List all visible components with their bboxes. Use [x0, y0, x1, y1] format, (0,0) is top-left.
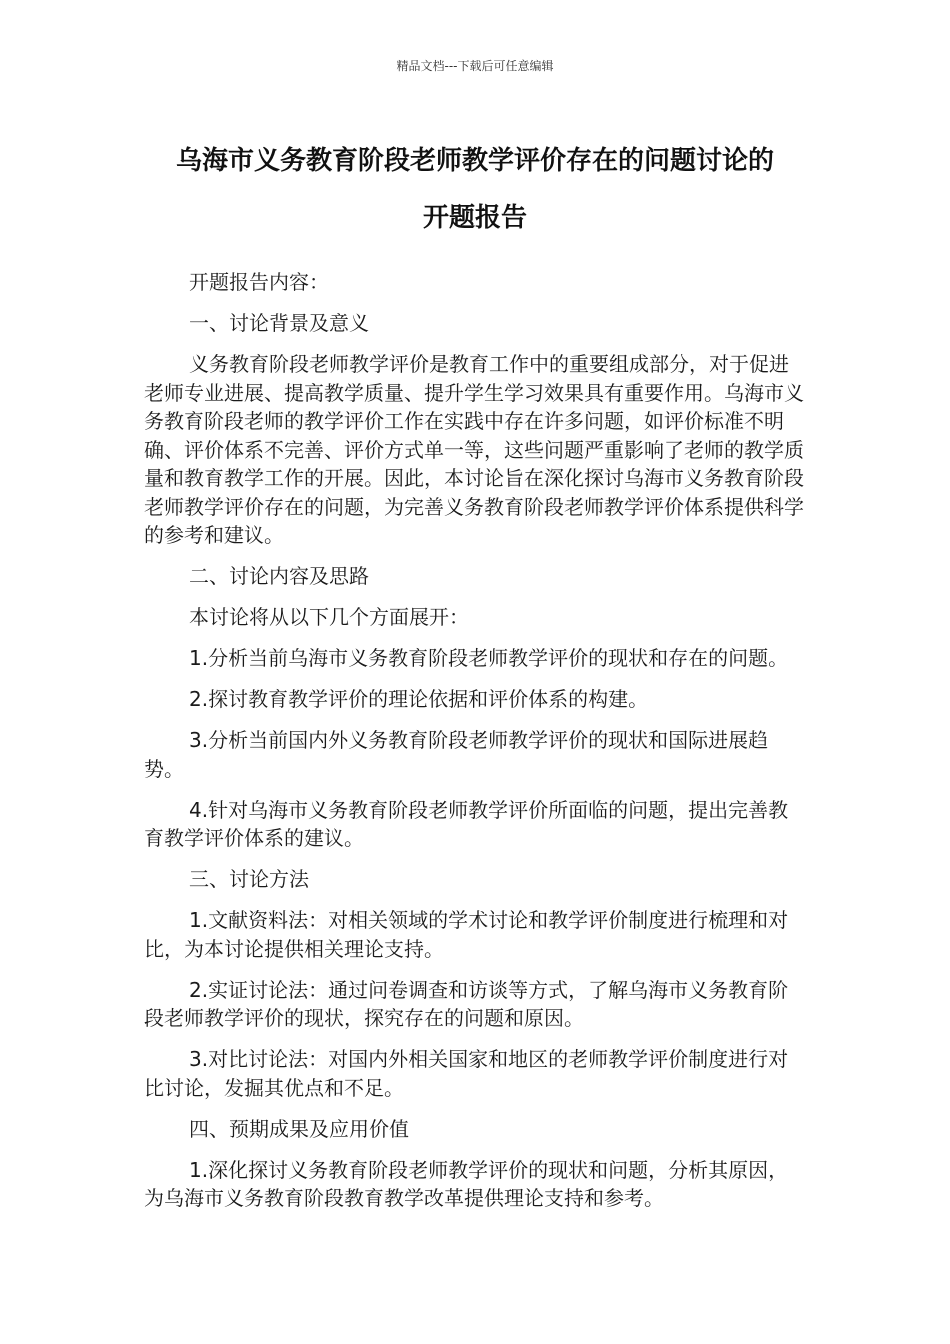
- outcome-item-1: 1.深化探讨义务教育阶段老师教学评价的现状和问题，分析其原因，为乌海市义务教育阶段教育教学改革提供理论支持和参考。: [144, 1157, 789, 1210]
- section-heading-methods: 三、讨论方法: [189, 867, 309, 891]
- content-item-1: 1.分析当前乌海市义务教育阶段老师教学评价的现状和存在的问题。: [189, 646, 789, 670]
- title-line-1: 乌海市义务教育阶段老师教学评价存在的问题讨论的: [175, 146, 774, 176]
- title-line-2: 开题报告: [422, 203, 527, 233]
- section-heading-outcomes: 四、预期成果及应用价值: [189, 1116, 409, 1141]
- content-item-4: 4.针对乌海市义务教育阶段老师教学评价所面临的问题，提出完善教育教学评价体系的建议。: [144, 797, 789, 850]
- section-heading-background: 一、讨论背景及意义: [189, 311, 369, 335]
- section-heading-content: 二、讨论内容及思路: [189, 564, 369, 588]
- method-item-2: 2.实证讨论法：通过问卷调查和访谈等方式，了解乌海市义务教育阶段老师教学评价的现状，探究存在的问题和原因。: [144, 977, 789, 1030]
- content-lead: 本讨论将从以下几个方面展开：: [189, 605, 469, 629]
- background-paragraph: 义务教育阶段老师教学评价是教育工作中的重要组成部分，对于促进老师专业进展、提高教学质量、提升学生学习效果具有重要作用。乌海市义务教育阶段老师的教学评价工作在实践中存在许多问题，如评价标准不明确、评价体系不完善、评价方式单一等，这些问题严重影响了老师的教学质量和教育教学工作的开展。因此，本讨论旨在深化探讨乌海市义务教育阶段老师教学评价存在的问题，为完善义务教育阶段老师教学评价体系提供科学的参考和建议。: [144, 352, 804, 547]
- method-item-1: 1.文献资料法：对相关领域的学术讨论和教学评价制度进行梳理和对比，为本讨论提供相关理论支持。: [144, 908, 789, 961]
- intro-line: 开题报告内容：: [189, 270, 329, 294]
- content-item-3: 3.分析当前国内外义务教育阶段老师教学评价的现状和国际进展趋势。: [144, 728, 769, 781]
- document-title: [120, 133, 830, 247]
- content-item-2: 2.探讨教育教学评价的理论依据和评价体系的构建。: [189, 687, 649, 711]
- document-body: [144, 268, 804, 1213]
- page-header: 精品文档---下载后可任意编辑: [396, 59, 554, 73]
- method-item-3: 3.对比讨论法：对国内外相关国家和地区的老师教学评价制度进行对比讨论，发掘其优点和不足。: [144, 1047, 789, 1100]
